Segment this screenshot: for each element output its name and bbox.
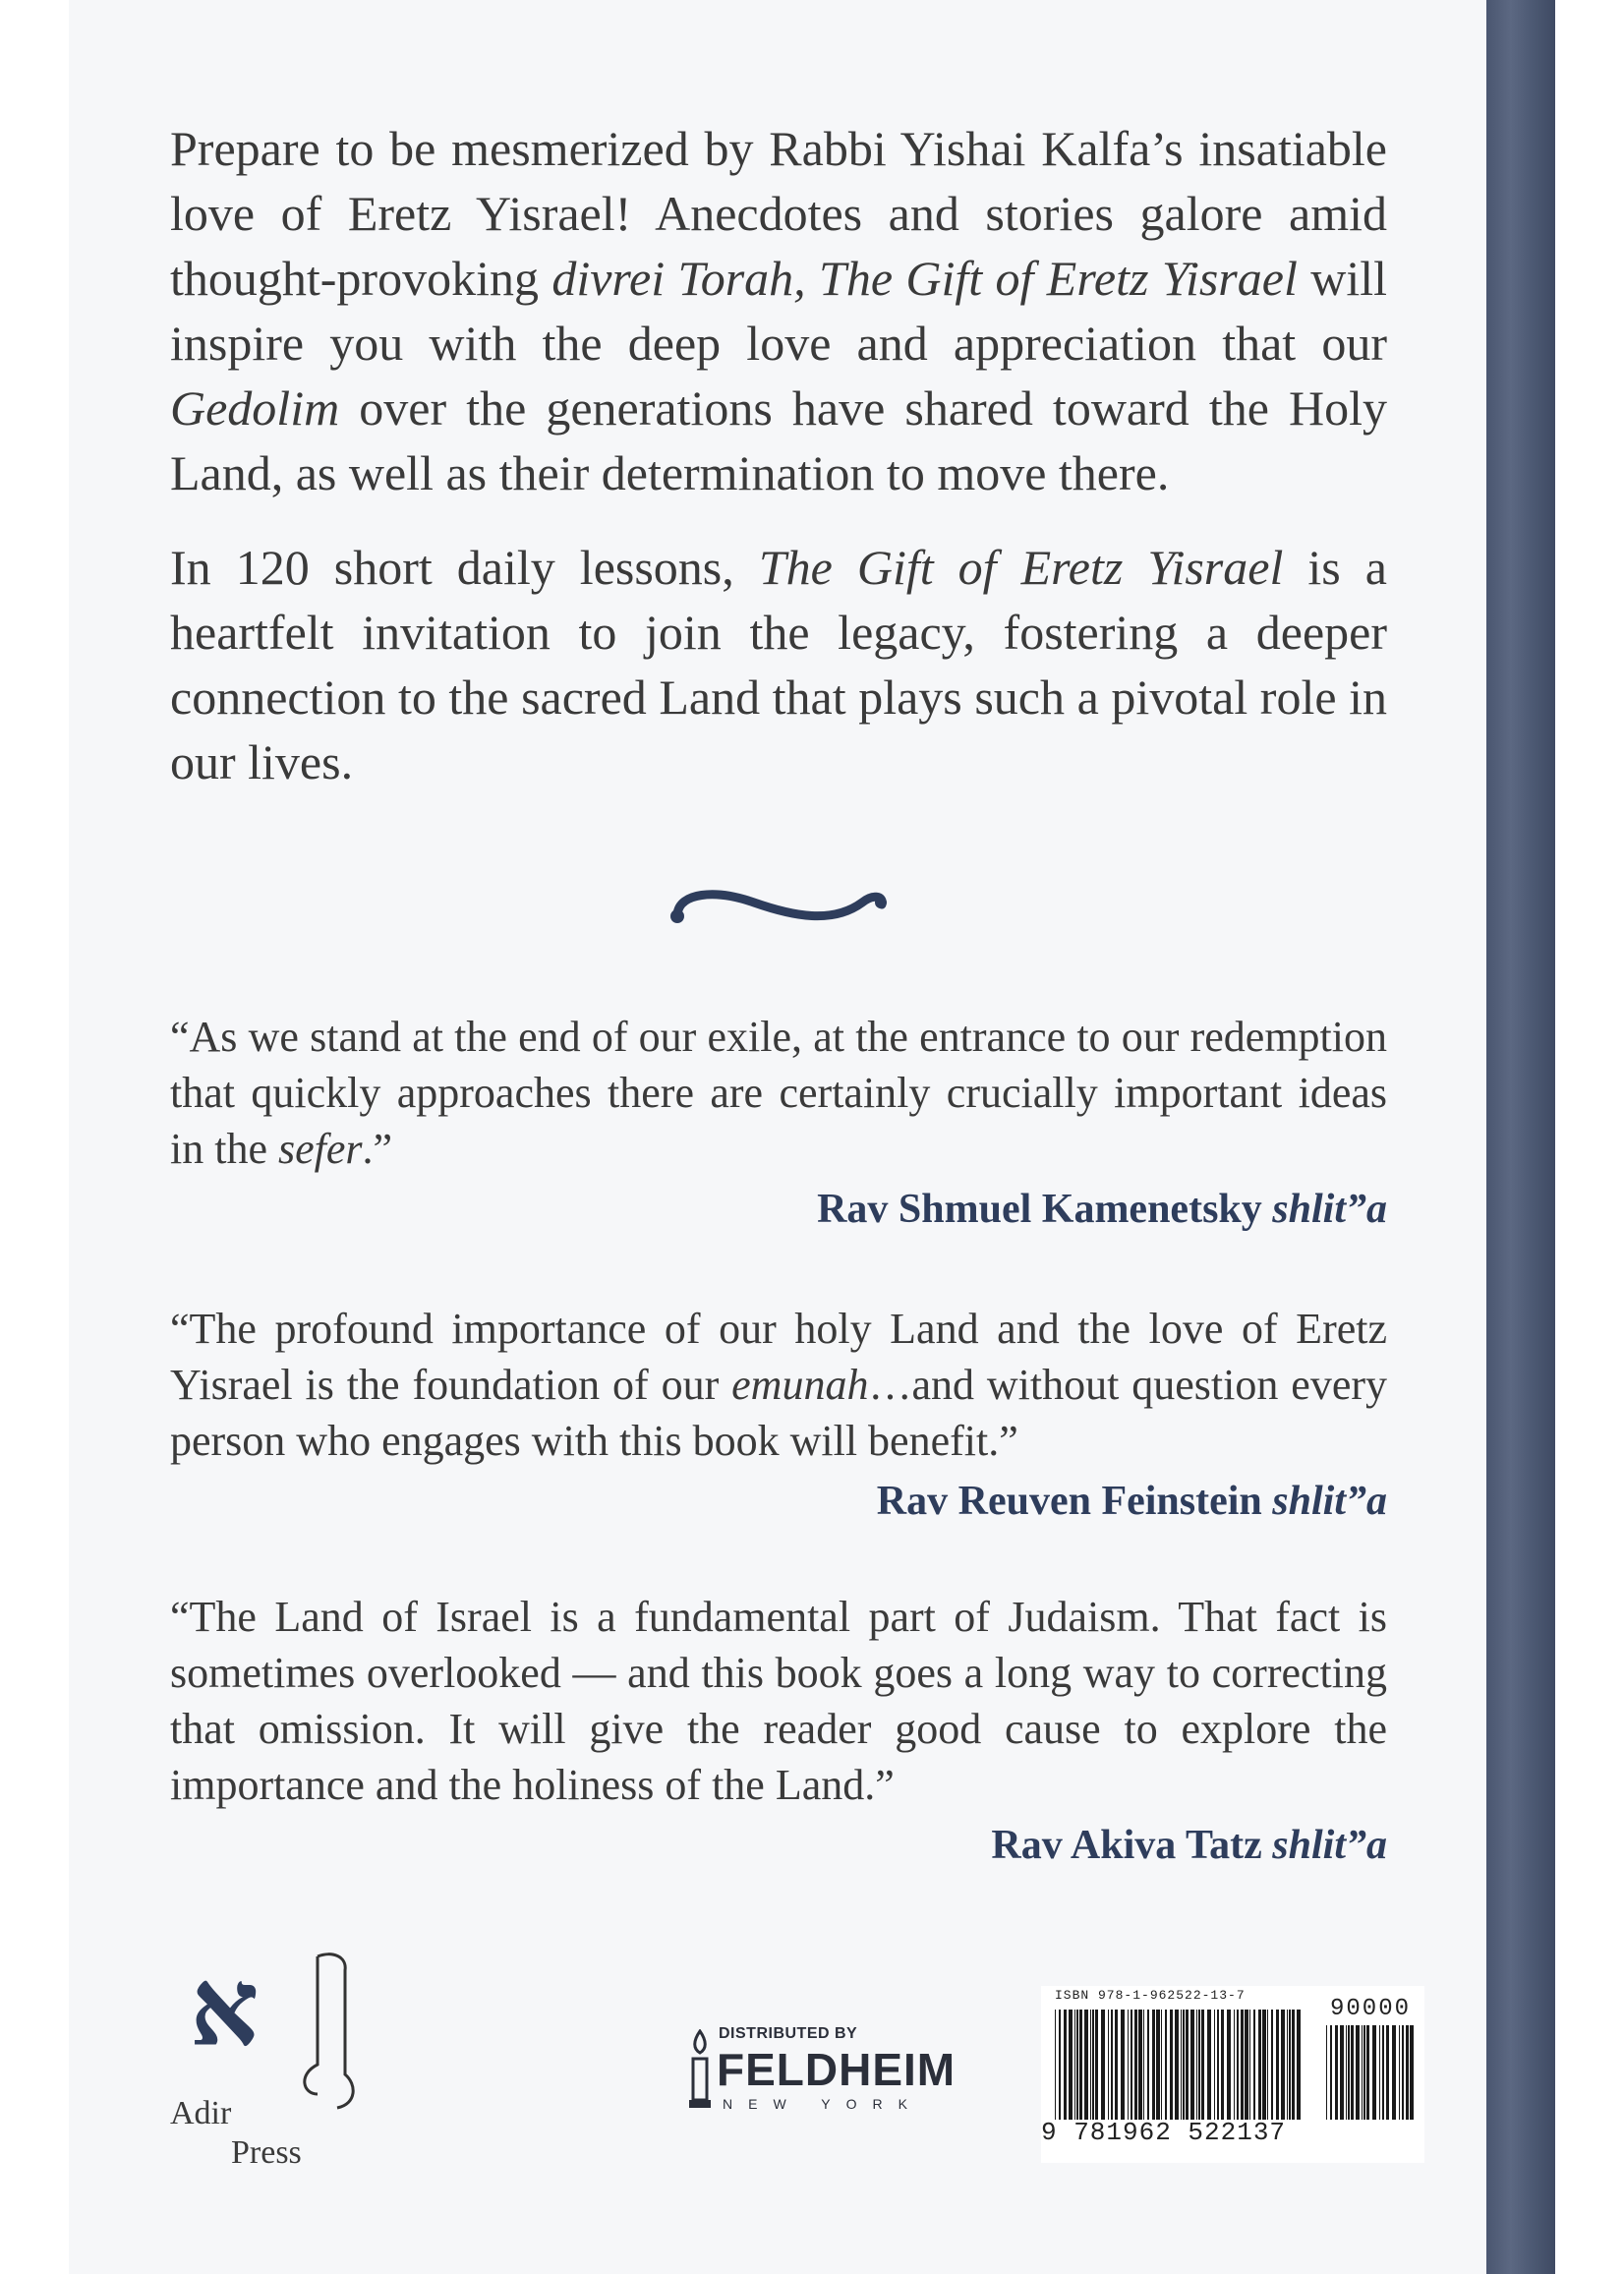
barcode-bar (1147, 2010, 1149, 2120)
barcode-bar (1340, 2025, 1344, 2120)
blurb-paragraph-2 (170, 535, 1387, 794)
barcode-bar (1297, 2010, 1301, 2120)
italic-run: Gedolim (170, 380, 340, 436)
barcode-bar (1084, 2010, 1088, 2120)
author-name: Rav Shmuel Kamenetsky (817, 1187, 1262, 1232)
distributed-by-label: DISTRIBUTED BY (719, 2025, 858, 2042)
barcode-bar (1186, 2010, 1189, 2120)
barcode-bars-icon (1055, 2010, 1301, 2120)
author-honorific: shlit”a (1272, 1823, 1387, 1868)
italic-run: emunah (731, 1361, 869, 1409)
endorsement-2 (170, 1301, 1387, 1530)
barcode-bar (1348, 2025, 1350, 2120)
barcode-bar (1214, 2010, 1215, 2120)
barcode-bar (1111, 2010, 1113, 2120)
text-run: In 120 short daily lessons, (170, 540, 759, 595)
author-name: Rav Reuven Feinstein (876, 1479, 1262, 1524)
barcode-bar (1143, 2010, 1144, 2120)
barcode-bar (1134, 2010, 1137, 2120)
text-run: .” (362, 1125, 393, 1173)
barcode-bar (1237, 2010, 1239, 2120)
barcode-bar (1362, 2025, 1363, 2120)
footer-logos (170, 1947, 1428, 2183)
swash-ornament-icon (666, 873, 892, 932)
barcode-bar (1090, 2010, 1091, 2120)
barcode-bar (1069, 2010, 1073, 2120)
endorsement-author (170, 1181, 1387, 1238)
endorsement-author (170, 1817, 1387, 1874)
barcode-bar (1064, 2010, 1067, 2120)
barcode-bar (1074, 2010, 1075, 2120)
barcode-bar (1245, 2010, 1248, 2120)
barcode-bar (1227, 2010, 1231, 2120)
text-run: “The Land of Israel is a fundamental part of Judaism. That fact is sometimes overlooked — and this book goes a long way to correcting that omission. It will give the reader good cause to explore the importance and the holiness of the Land.” (170, 1593, 1387, 1809)
barcode-bar (1183, 2010, 1185, 2120)
publisher-name (170, 2094, 302, 2173)
barcode-bar (1289, 2010, 1291, 2120)
publisher-line-2: Press (231, 2134, 302, 2171)
page-margin (1555, 0, 1624, 2274)
author-name: Rav Akiva Tatz (991, 1823, 1262, 1868)
price-addon: 90000 (1330, 1996, 1412, 2022)
barcode-bar (1161, 2010, 1162, 2120)
endorsement-quote (170, 1301, 1387, 1469)
barcode-bar (1121, 2010, 1125, 2120)
barcode-bar (1287, 2010, 1288, 2120)
barcode-bar (1201, 2010, 1204, 2120)
italic-run: The Gift of Eretz Yisrael (758, 540, 1284, 595)
barcode-bar (1181, 2010, 1182, 2120)
barcode-bar (1271, 2010, 1273, 2120)
candle-icon (687, 2029, 713, 2112)
text-run: …and without question every person who engages with this book will benefit.” (170, 1361, 1387, 1465)
barcode-bar (1165, 2010, 1167, 2120)
distributor-city: NEW YORK (723, 2096, 923, 2112)
endorsement-quote (170, 1009, 1387, 1177)
cover-text (170, 116, 1387, 1874)
barcode-bar (1241, 2010, 1244, 2120)
publisher-line-1: Adir (170, 2095, 232, 2131)
barcode-bar (1262, 2010, 1266, 2120)
text-run: Prepare to be mesmerized by Rabbi Yishai Kalfa’s insatiable love of Eretz Yisrael! Anecdotes and stories galore amid thought-provoking (170, 121, 1387, 306)
barcode-bar (1076, 2010, 1078, 2120)
barcode-bar (1267, 2010, 1268, 2120)
barcode-bar (1156, 2010, 1160, 2120)
barcode-bar (1190, 2010, 1194, 2120)
italic-run: divrei Torah, The Gift of Eretz Yisrael (551, 251, 1298, 306)
text-run: “The profound importance of our holy Land and the love of Eretz Yisrael is the foundation of our (170, 1305, 1387, 1409)
barcode-bar (1079, 2010, 1082, 2120)
barcode-bar (1196, 2010, 1197, 2120)
text-run: will inspire you with the deep love and appreciation that our (170, 251, 1387, 371)
barcode-bar (1198, 2010, 1200, 2120)
barcode-bar (1138, 2010, 1142, 2120)
endorsement-1 (170, 1009, 1387, 1238)
text-run: over the generations have shared toward the Holy Land, as well as their determination to move there. (170, 380, 1387, 500)
barcode-bar (1152, 2010, 1155, 2120)
barcode-bar (1292, 2010, 1295, 2120)
barcode-bar (1092, 2010, 1094, 2120)
barcode-bar (1402, 2025, 1404, 2120)
barcode-bar (1386, 2025, 1389, 2120)
barcode-bar (1366, 2025, 1369, 2120)
author-honorific: shlit”a (1272, 1187, 1387, 1232)
barcode-bar (1170, 2010, 1173, 2120)
barcode-bar (1276, 2010, 1279, 2120)
barcode-bar (1108, 2010, 1109, 2120)
barcode-bar (1131, 2010, 1132, 2120)
barcode-bar (1326, 2025, 1327, 2120)
barcode-bar (1128, 2010, 1129, 2120)
barcode-bar (1101, 2010, 1105, 2120)
italic-run: sefer (277, 1125, 363, 1173)
addon-bars-icon (1326, 2025, 1415, 2120)
barcode-bar (1410, 2025, 1414, 2120)
barcode-bar (1281, 2010, 1285, 2120)
barcode-bar (1356, 2025, 1360, 2120)
barcode-bar (1095, 2010, 1098, 2120)
barcode-bar (1175, 2010, 1179, 2120)
aleph-glyph: א (190, 1947, 260, 2070)
barcode-bar (1399, 2025, 1400, 2120)
author-honorific: shlit”a (1272, 1479, 1387, 1524)
barcode-bar (1372, 2025, 1376, 2120)
text-run: is a heartfelt invitation to join the legacy, fostering a deeper connection to the sacred Land that plays such a pivotal role in our lives. (170, 540, 1387, 789)
barcode-bar (1059, 2010, 1061, 2120)
barcode-bar (1379, 2025, 1380, 2120)
barcode-bar (1406, 2025, 1409, 2120)
book-spine (1486, 0, 1555, 2274)
barcode-bar (1055, 2010, 1056, 2120)
text-run: “As we stand at the end of our exile, at the entrance to our redemption that quickly approaches there are certainly crucially important ideas in the (170, 1013, 1387, 1173)
barcode-bar (1346, 2025, 1347, 2120)
endorsement-author (170, 1473, 1387, 1530)
barcode-bar (1217, 2010, 1219, 2120)
barcode-bar (1382, 2025, 1384, 2120)
barcode-bar (1392, 2025, 1396, 2120)
barcode-bar (1115, 2010, 1118, 2120)
barcode-bar (1330, 2025, 1332, 2120)
endorsement-quote (170, 1589, 1387, 1813)
barcode-bar (1351, 2025, 1354, 2120)
distributor-name: FELDHEIM (717, 2044, 957, 2095)
isbn-digits: 9 781962 522137 (1041, 2118, 1287, 2147)
feldheim-logo (687, 2025, 957, 2124)
isbn-label: ISBN 978-1-962522-13-7 (1055, 1988, 1246, 2003)
barcode-bar (1207, 2010, 1211, 2120)
barcode-bar (1258, 2010, 1261, 2120)
barcode-bar (1363, 2025, 1365, 2120)
barcode-bar (1249, 2010, 1250, 2120)
barcode-bar (1234, 2010, 1235, 2120)
isbn-barcode (1041, 1986, 1424, 2163)
endorsement-3 (170, 1589, 1387, 1874)
barcode-bar (1253, 2010, 1255, 2120)
blurb-paragraph-1 (170, 116, 1387, 505)
barcode-bar (1335, 2025, 1338, 2120)
adir-press-logo (170, 1947, 396, 2173)
barcode-bar (1221, 2010, 1224, 2120)
